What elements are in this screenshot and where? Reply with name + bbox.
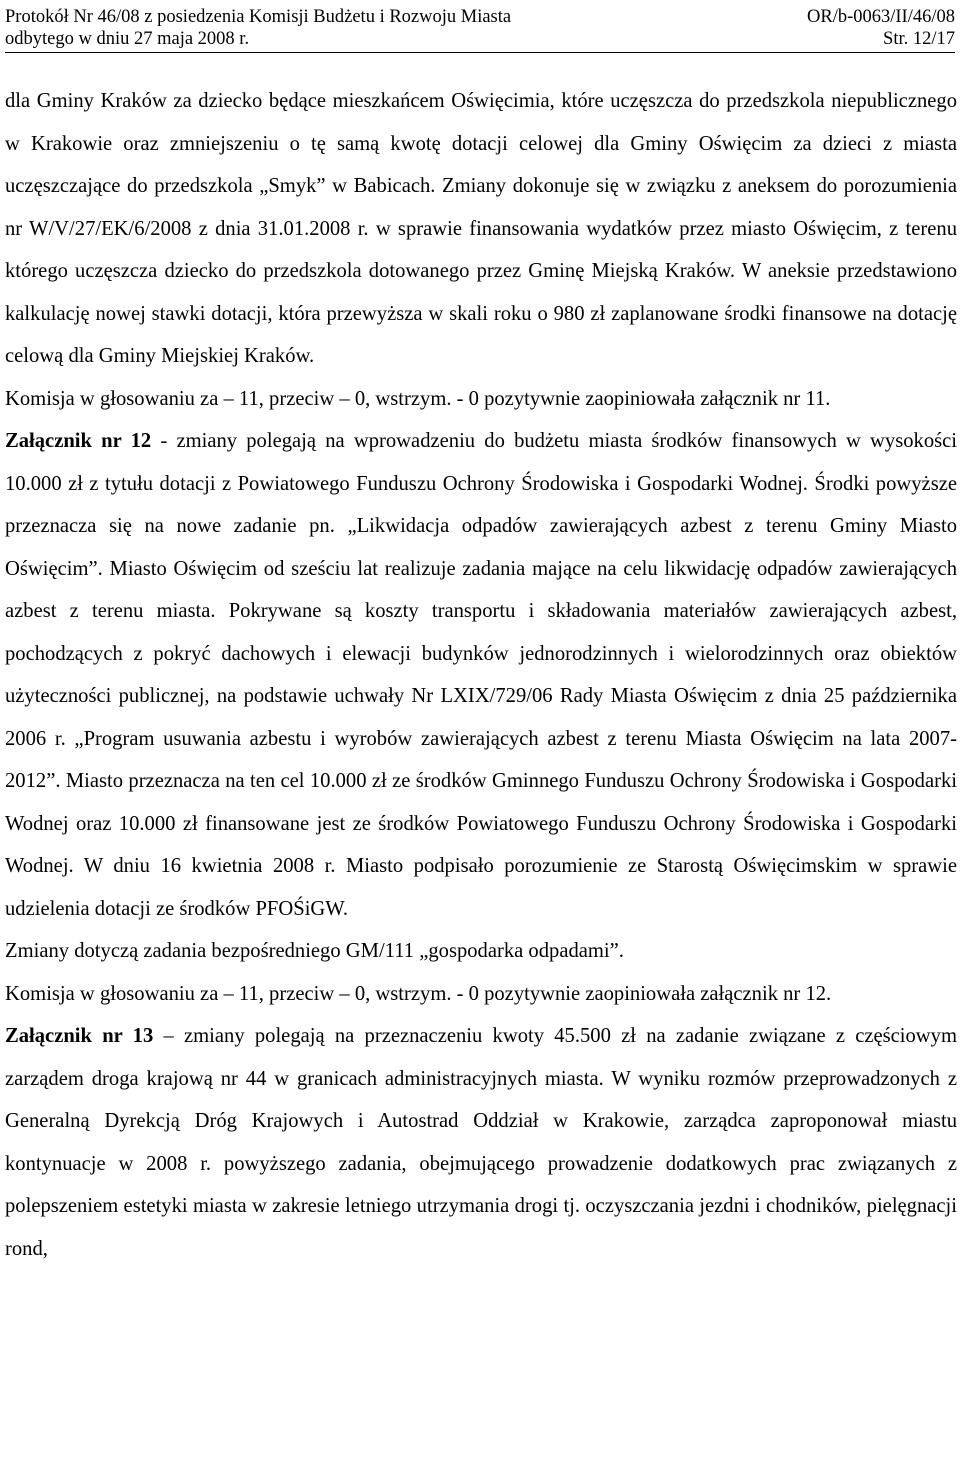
paragraph-vote-12: Komisja w głosowaniu za – 11, przeciw – 0, wstrzym. - 0 pozytywnie zaopiniowała załącznik nr 12.: [5, 982, 832, 1005]
paragraph-task-change: Zmiany dotyczą zadania bezpośredniego GM/111 „gospodarka odpadami”.: [5, 940, 624, 962]
paragraph-attachment-11-description: dla Gminy Kraków za dziecko będące mieszkańcem Oświęcimia, które uczęszcza do przedszkola niepublicznego w Krakowie oraz zmniejszeniu o tę samą kwotę dotacji celowej dla Gminy Oświęcim za dzieci z miasta uczęszczające do przedszkola „Smyk” w Babicach. Zmiany dokonuje się w związku z aneksem do porozumienia nr W/V/27/EK/6/2008 z dnia 31.01.2008 r. w sprawie finansowania wydatków przez miasto Oświęcim, z terenu którego uczęszcza dziecko do przedszkola dotowanego przez Gminę Miejską Kraków. W aneksie przedstawiono kalkulację nowej stawki dotacji, która przewyższa w skali roku o 980 zł zaplanowane środki finansowe na dotację celową dla Gminy Miejskiej Kraków.: [5, 90, 957, 367]
paragraph-attachment-13: [5, 1015, 957, 1270]
document-body: [5, 80, 957, 1270]
header-row-2: [5, 28, 955, 50]
reference-number: OR/b-0063/II/46/08: [807, 7, 955, 27]
paragraph-vote-11: Komisja w głosowaniu za – 11, przeciw – 0, wstrzym. - 0 pozytywnie zaopiniowała załącznik nr 11.: [5, 387, 831, 410]
page-header: [5, 6, 955, 53]
header-row-1: [5, 6, 955, 28]
attachment-13-text: – zmiany polegają na przeznaczeniu kwoty 45.500 zł na zadanie związane z częściowym zarządem droga krajową nr 44 w granicach administracyjnych miasta. W wyniku rozmów przeprowadzonych z Generalną Dyrekcją Dróg Krajowych i Autostrad Oddział w Krakowie, zarządca zaproponował miastu kontynuacje w 2008 r. powyższego zadania, obejmującego prowadzenie dodatkowych prac związanych z polepszeniem estetyki miasta w zakresie letniego utrzymania drogi tj. oczyszczania jezdni i chodników, pielęgnacji rond,: [5, 1025, 957, 1260]
attachment-12-text: - zmiany polegają na wprowadzeniu do budżetu miasta środków finansowych w wysokości 10.000 zł z tytułu dotacji z Powiatowego Funduszu Ochrony Środowiska i Gospodarki Wodnej. Środki powyższe przeznacza się na nowe zadanie pn. „Likwidacja odpadów zawierających azbest z terenu Gminy Miasto Oświęcim”. Miasto Oświęcim od sześciu lat realizuje zadania mające na celu likwidację odpadów zawierających azbest z terenu miasta. Pokrywane są koszty transportu i składowania materiałów zawierających azbest, pochodzących z pokryć dachowych i elewacji budynków jednorodzinnych i wielorodzinnych oraz obiektów użyteczności publicznej, na podstawie uchwały Nr LXIX/729/06 Rady Miasta Oświęcim z dnia 25 października 2006 r. „Program usuwania azbestu i wyrobów zawierających azbest z terenu Miasta Oświęcim na lata 2007-2012”. Miasto przeznacza na ten cel 10.000 zł ze środków Gminnego Funduszu Ochrony Środowiska i Gospodarki Wodnej oraz 10.000 zł finansowane jest ze środków Powiatowego Funduszu Ochrony Środowiska i Gospodarki Wodnej. W dniu 16 kwietnia 2008 r. Miasto podpisało porozumienie ze Starostą Oświęcimskim w sprawie udzielenia dotacji ze środków PFOŚiGW.: [5, 430, 958, 920]
attachment-12-label: Załącznik nr 12: [5, 430, 152, 452]
meeting-date: odbytego w dniu 27 maja 2008 r.: [5, 29, 250, 49]
paragraph-attachment-12: [5, 420, 957, 930]
protocol-title: Protokół Nr 46/08 z posiedzenia Komisji Budżetu i Rozwoju Miasta: [5, 7, 512, 27]
attachment-13-label: Załącznik nr 13: [5, 1025, 154, 1047]
page-number: Str. 12/17: [883, 29, 955, 49]
